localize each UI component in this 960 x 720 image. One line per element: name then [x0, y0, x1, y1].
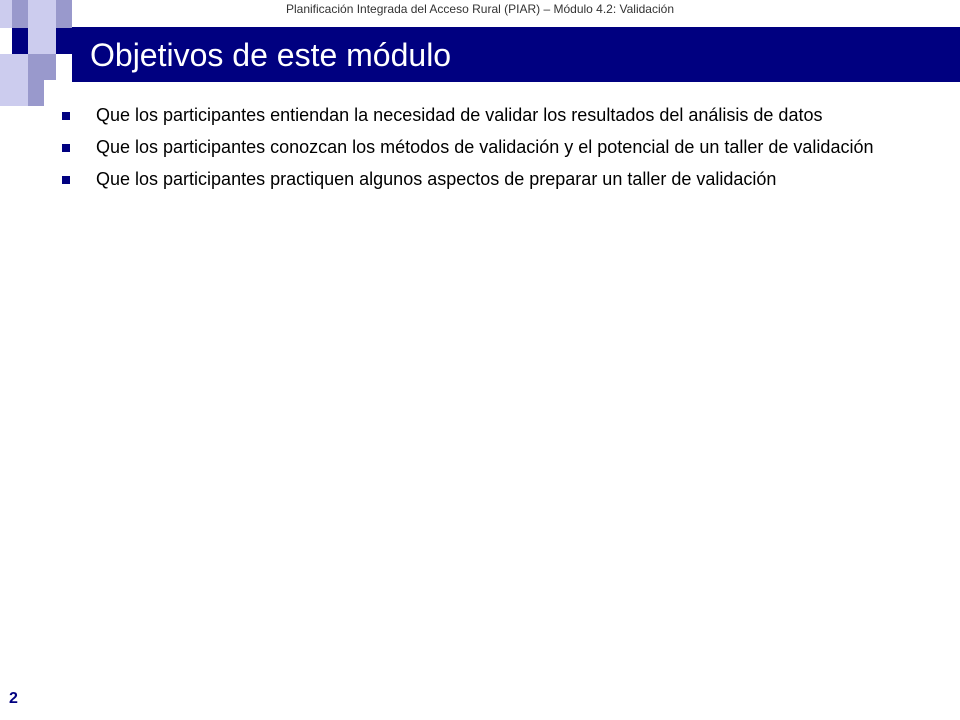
slide-header: Planificación Integrada del Acceso Rural (PIAR) – Módulo 4.2: Validación [286, 2, 674, 16]
decor-square-11 [28, 80, 44, 106]
bullet-text: Que los participantes entiendan la necesidad de validar los resultados del análisis de datos [96, 105, 823, 125]
square-bullet-icon [62, 144, 70, 152]
bullet-list [62, 105, 922, 201]
decor-square-5 [12, 28, 28, 54]
decor-square-10 [0, 80, 28, 106]
bullet-item [62, 137, 922, 157]
bullet-item [62, 169, 922, 189]
slide-title: Objetivos de este módulo [90, 37, 452, 73]
bullet-text: Que los participantes practiquen algunos aspectos de preparar un taller de validación [96, 169, 777, 189]
decor-square-8 [0, 54, 28, 80]
slide-number: 2 [9, 690, 18, 707]
decor-square-7 [56, 28, 72, 54]
square-bullet-icon [62, 176, 70, 184]
square-bullet-icon [62, 112, 70, 120]
decor-square-9 [28, 54, 56, 80]
decor-square-6 [28, 28, 56, 54]
bullet-item [62, 105, 922, 125]
bullet-text: Que los participantes conozcan los métodos de validación y el potencial de un taller de validación [96, 137, 874, 157]
